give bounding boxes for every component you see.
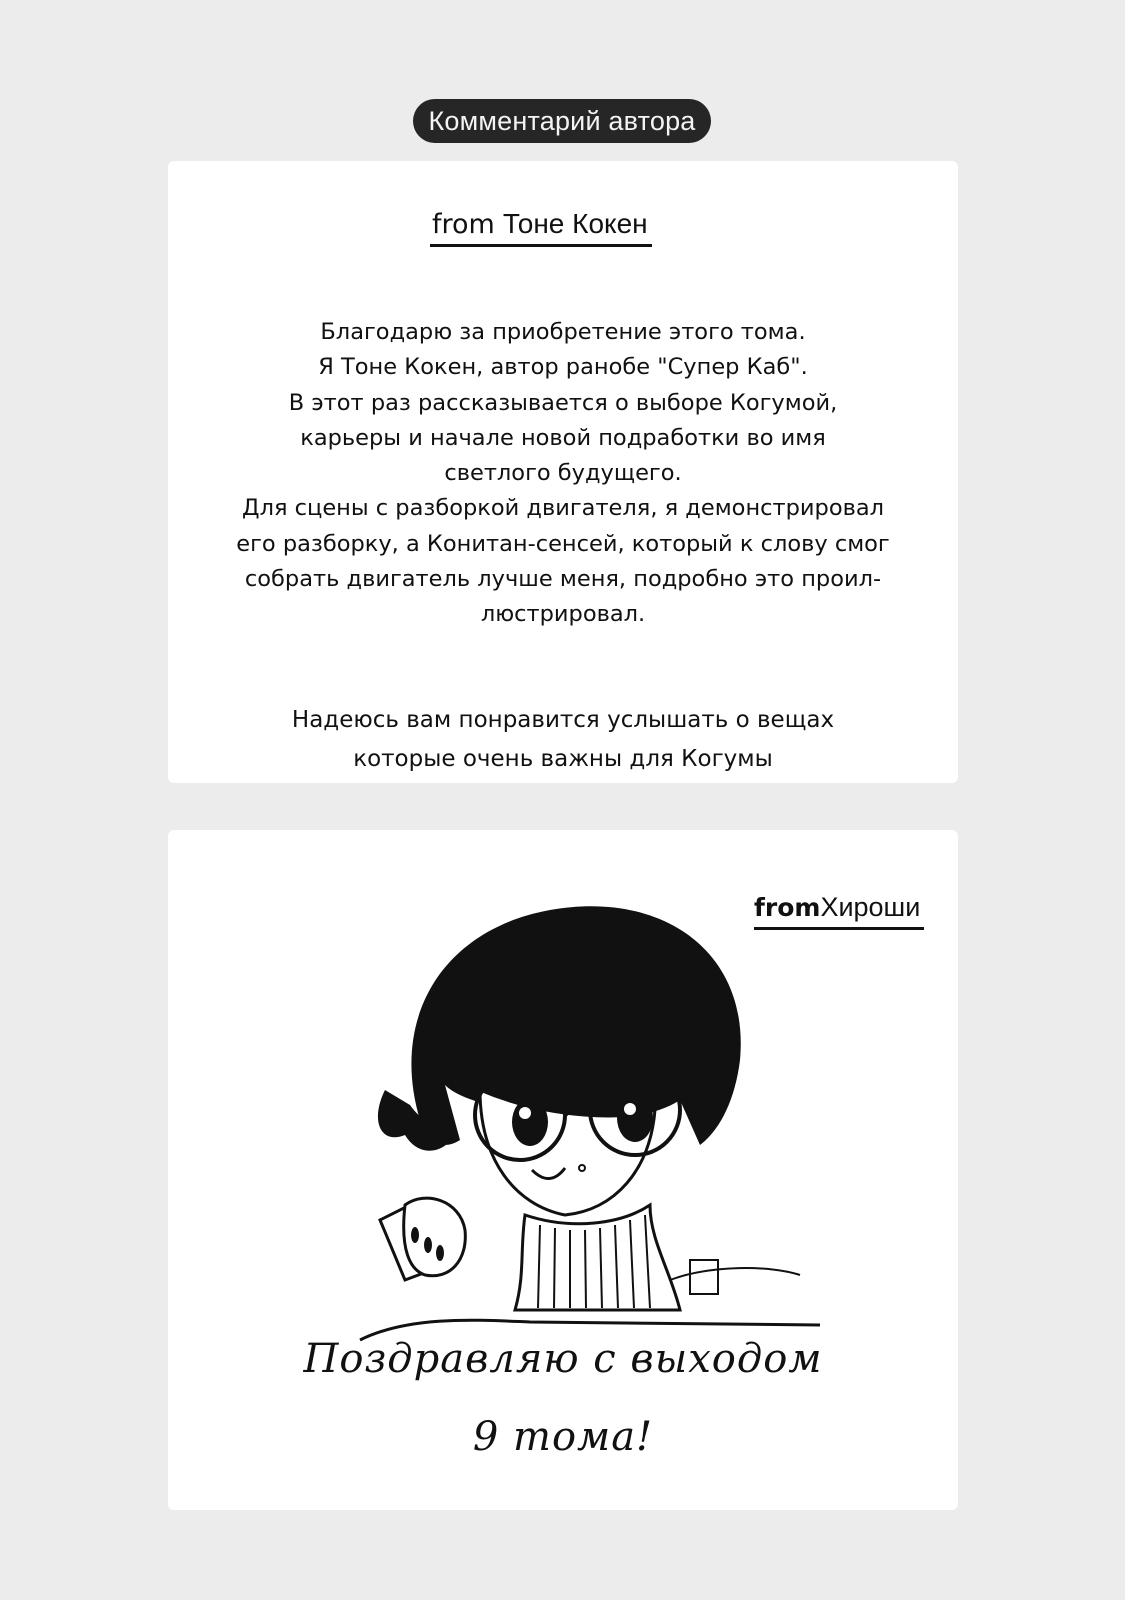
from-label: from xyxy=(432,209,495,240)
girl-with-glasses-illustration xyxy=(350,870,850,1370)
comment-line: Для сцены с разборкой двигателя, я демонстрировал xyxy=(241,495,885,522)
tone-koken-comment-card xyxy=(168,161,958,783)
from-label: from xyxy=(754,893,821,922)
comment-line: собрать двигатель лучше меня, подробно это проил- xyxy=(244,566,882,593)
author-comment-title: Комментарий автора xyxy=(428,105,696,136)
author-name: Хироши xyxy=(820,892,921,922)
hiroshi-comment-card xyxy=(168,830,958,1510)
author-comment-badge xyxy=(413,99,711,143)
author-name: Тоне Кокен xyxy=(502,208,648,239)
closing-line: которые очень важны для Когумы xyxy=(353,746,773,772)
closing-line: Надеюсь вам понравится услышать о вещах xyxy=(291,707,835,733)
message-line: 9 тома! xyxy=(472,1414,654,1460)
comment-line: В этот раз рассказывается о выборе Когумой, xyxy=(288,389,838,416)
comment-line: Благодарю за приобретение этого тома. xyxy=(320,319,806,345)
comment-line: его разборку, а Конитан-сенсей, который к слову смог xyxy=(236,530,890,557)
congratulation-message xyxy=(168,1320,958,1476)
tone-koken-heading xyxy=(430,208,652,247)
comment-line: Я Тоне Кокен, автор ранобе "Супер Каб". xyxy=(318,354,808,381)
comment-line: люстрировал. xyxy=(480,601,646,628)
closing-paragraph xyxy=(168,701,958,779)
comment-line: светлого будущего. xyxy=(444,460,682,487)
comment-paragraph xyxy=(168,315,958,633)
message-line: Поздравляю с выходом xyxy=(303,1336,823,1382)
comment-line: карьеры и начале новой подработки во имя xyxy=(300,424,826,451)
